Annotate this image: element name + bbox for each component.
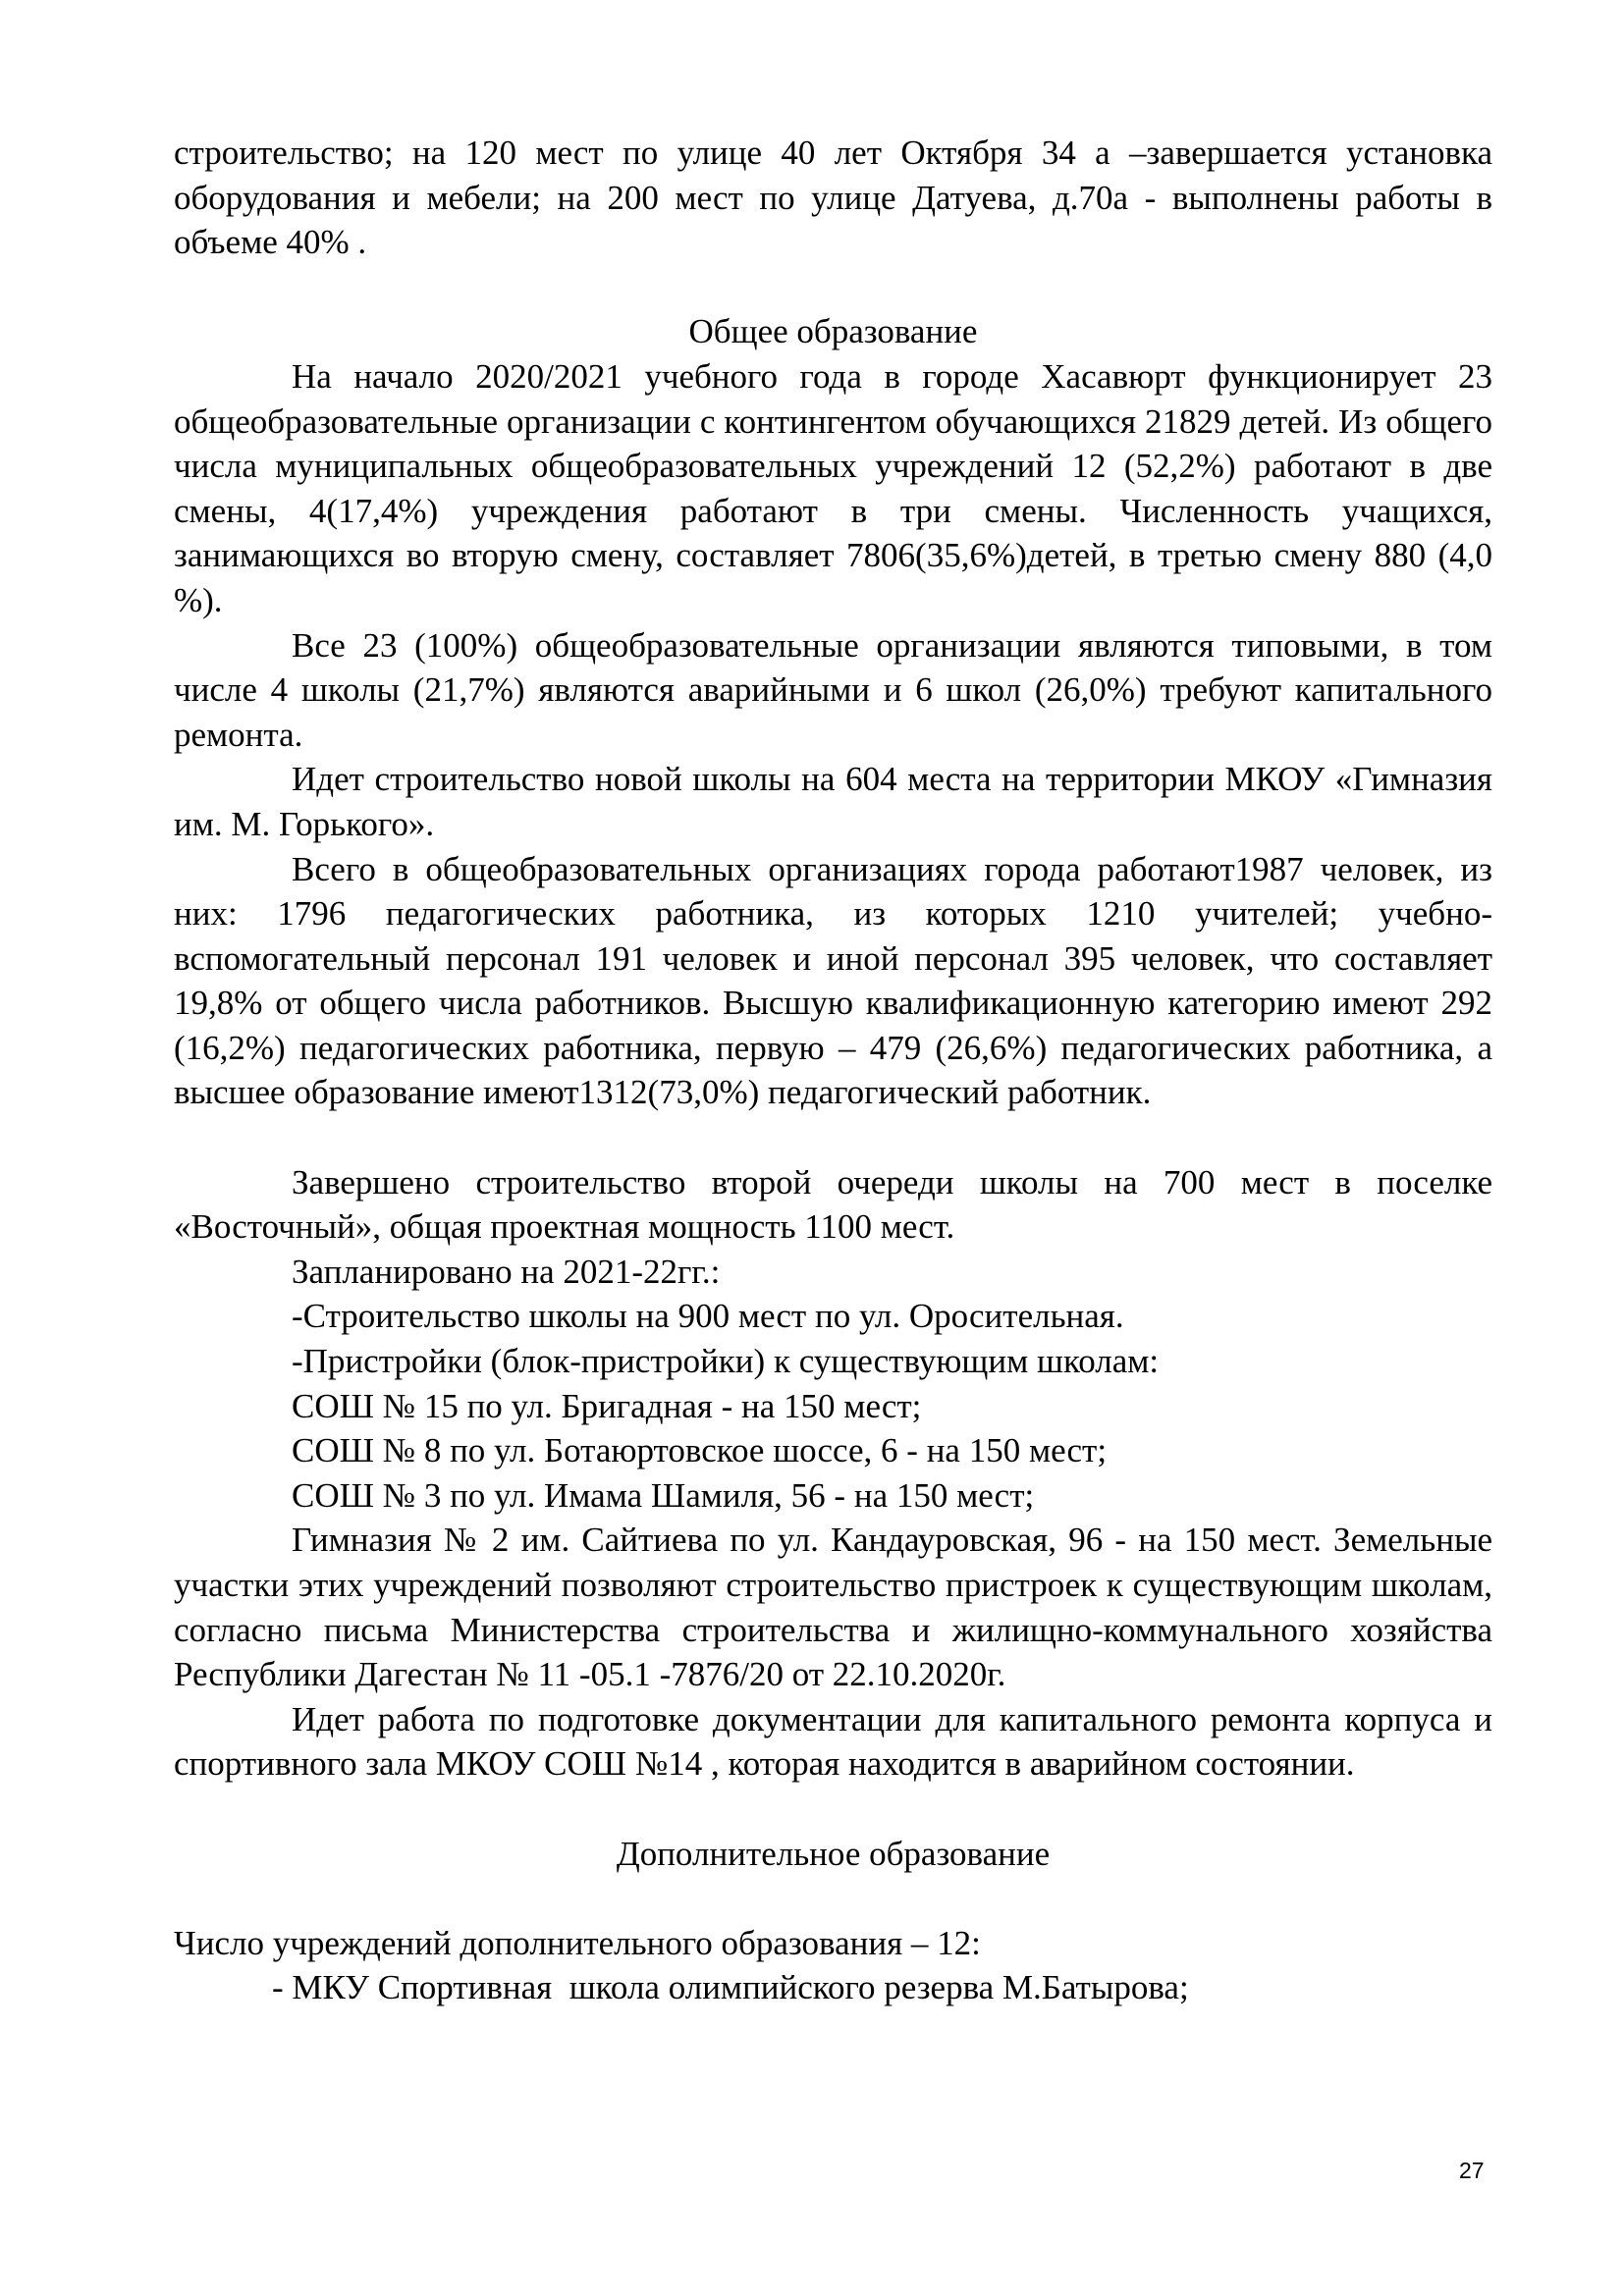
spacer [174,265,1492,310]
spacer [174,1876,1492,1921]
spacer [174,1115,1492,1160]
planned-item: -Пристройки (блок-пристройки) к существующим школам: [292,1342,1160,1381]
paragraph-repair-documentation: Идет работа по подготовке документации для капитального ремонта корпуса и спортивного зала МКОУ СОШ №14 , которая находится в аварийном состоянии. [174,1699,1492,1784]
planned-item: -Строительство школы на 900 мест по ул. Оросительная. [292,1297,1124,1336]
section-heading-additional-education: Дополнительное образование [616,1834,1051,1873]
paragraph-construction-completed: Завершено строительство второй очереди школы на 700 мест в поселке «Восточный», общая проектная мощность 1100 мест. [174,1162,1492,1247]
paragraph-new-school: Идет строительство новой школы на 604 места на территории МКОУ «Гимназия им. М. Горького». [174,760,1492,843]
planned-item: СОШ № 15 по ул. Бригадная - на 150 мест; [292,1386,922,1425]
paragraph-schools-overview: На начало 2020/2021 учебного года в городе Хасавюрт функционирует 23 общеобразовательные организации с контингентом обучающихся 21829 детей. Из общего числа муниципальных общеобразовательных учреждений 12 (52,2%) работают в две смены, 4(17,4%) учреждения работают в три смены. Численность учащихся, занимающихся во вторую смену, составляет 7806(35,6%)детей, в третью смену 880 (4,0 %). [174,356,1492,619]
planned-item: СОШ № 3 по ул. Имама Шамиля, 56 - на 150 мест; [292,1475,1035,1515]
section-heading-general-education: Общее образование [688,312,978,351]
spacer [174,1787,1492,1832]
intro-paragraph: строительство; на 120 мест по улице 40 лет Октября 34 а –завершается установка оборудования и мебели; на 200 мест по улице Датуева, д.70а - выполнены работы в объеме 40% . [174,133,1492,262]
planned-heading: Запланировано на 2021-22гг.: [292,1252,721,1291]
paragraph-gymnasium-extension: Гимназия № 2 им. Сайтиева по ул. Кандауровская, 96 - на 150 мест. Земельные участки этих учреждений позволяют строительство пристроек к существующим школам, согласно письма Министерства строительства и жилищно-коммунального хозяйства Республики Дагестан № 11 -05.1 -7876/20 от 22.10.2020г. [174,1521,1492,1694]
paragraph-staff: Всего в общеобразовательных организациях города работают1987 человек, из них: 1796 педагогических работника, из которых 1210 учителей; учебно-вспомогательный персонал 191 человек и иной персонал 395 человек, что составляет 19,8% от общего числа работников. Высшую квалификационную категорию имеют 292 (16,2%) педагогических работника, первую – 479 (26,6%) педагогических работника, а высшее образование имеют1312(73,0%) педагогический работник. [174,849,1492,1112]
document-body [174,131,1492,2010]
additional-institution-item: - МКУ Спортивная школа олимпийского резерва М.Батырова; [272,1968,1189,2007]
additional-count-line: Число учреждений дополнительного образования – 12: [174,1923,981,1962]
page-number: 27 [1459,2158,1485,2183]
planned-item: СОШ № 8 по ул. Ботаюртовское шоссе, 6 - на 150 мест; [292,1431,1108,1470]
paragraph-schools-condition: Все 23 (100%) общеобразовательные организации являются типовыми, в том числе 4 школы (21,7%) являются аварийными и 6 школ (26,0%) требуют капитального ремонта. [174,625,1492,754]
